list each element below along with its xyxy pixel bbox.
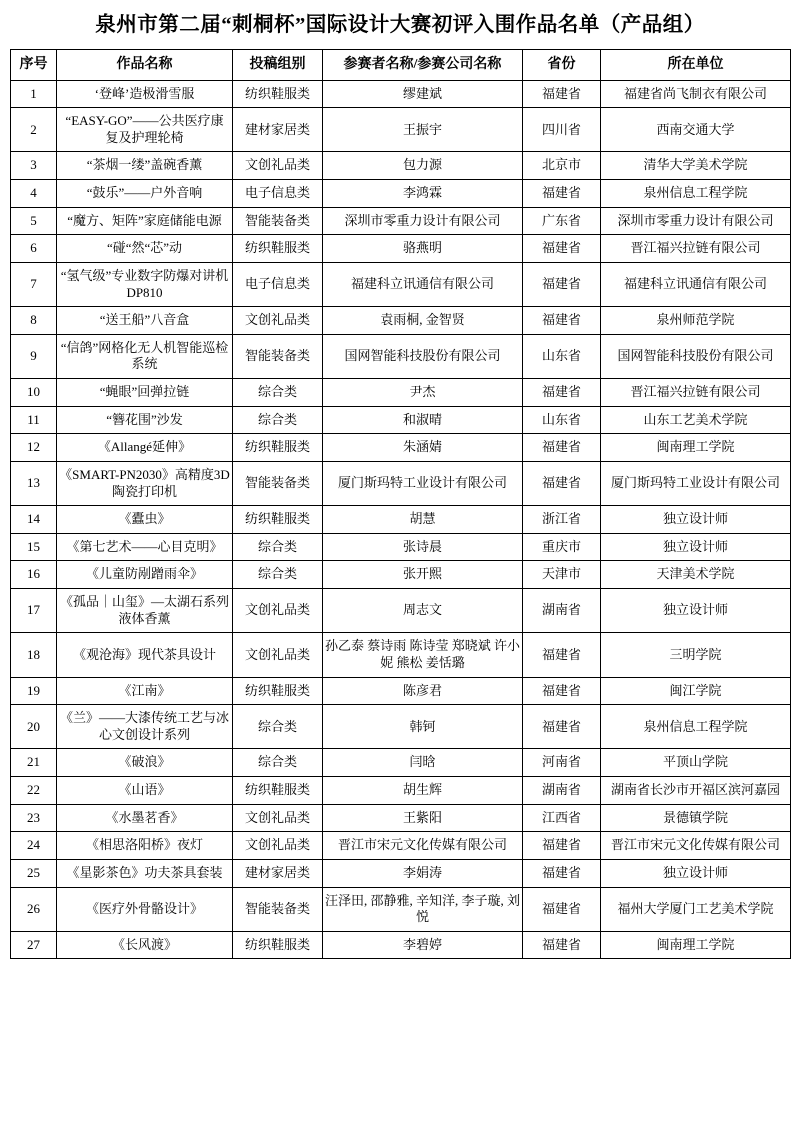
cell-group: 综合类 <box>233 406 323 434</box>
cell-work-name: 《Allangé延伸》 <box>57 434 233 462</box>
table-row <box>11 235 791 263</box>
cell-group: 文创礼品类 <box>233 152 323 180</box>
cell-no: 26 <box>11 887 57 931</box>
cell-province: 福建省 <box>523 887 601 931</box>
cell-no: 4 <box>11 180 57 208</box>
cell-group: 电子信息类 <box>233 262 323 306</box>
table-row <box>11 931 791 959</box>
cell-unit: 独立设计师 <box>601 859 791 887</box>
entry-list-table <box>10 49 791 960</box>
table-row <box>11 705 791 749</box>
cell-unit: 泉州信息工程学院 <box>601 705 791 749</box>
cell-participant: 尹杰 <box>323 379 523 407</box>
cell-participant: 朱涵婧 <box>323 434 523 462</box>
cell-participant: 骆燕明 <box>323 235 523 263</box>
cell-group: 建材家居类 <box>233 859 323 887</box>
cell-no: 1 <box>11 80 57 108</box>
cell-province: 四川省 <box>523 108 601 152</box>
cell-participant: 包力源 <box>323 152 523 180</box>
cell-work-name: 《水墨茗香》 <box>57 804 233 832</box>
cell-group: 建材家居类 <box>233 108 323 152</box>
cell-participant: 胡慧 <box>323 506 523 534</box>
table-row <box>11 307 791 335</box>
cell-group: 智能装备类 <box>233 207 323 235</box>
cell-unit: 泉州师范学院 <box>601 307 791 335</box>
cell-participant: 和淑晴 <box>323 406 523 434</box>
cell-province: 福建省 <box>523 262 601 306</box>
table-row <box>11 633 791 677</box>
table-row <box>11 262 791 306</box>
cell-work-name: “EASY-GO”——公共医疗康复及护理轮椅 <box>57 108 233 152</box>
cell-work-name: “送王船”八音盒 <box>57 307 233 335</box>
cell-work-name: 《相思洛阳桥》夜灯 <box>57 832 233 860</box>
table-row <box>11 777 791 805</box>
cell-work-name: 《儿童防剐蹭雨伞》 <box>57 561 233 589</box>
cell-work-name: “茶烟一缕”盖碗香薰 <box>57 152 233 180</box>
table-row <box>11 887 791 931</box>
table-row <box>11 80 791 108</box>
cell-participant: 陈彦君 <box>323 677 523 705</box>
cell-no: 7 <box>11 262 57 306</box>
cell-participant: 王紫阳 <box>323 804 523 832</box>
cell-participant: 张开熙 <box>323 561 523 589</box>
table-row <box>11 533 791 561</box>
cell-unit: 天津美术学院 <box>601 561 791 589</box>
cell-work-name: 《星影茶色》功夫茶具套装 <box>57 859 233 887</box>
cell-group: 纺织鞋服类 <box>233 235 323 263</box>
cell-unit: 晋江福兴拉链有限公司 <box>601 379 791 407</box>
cell-unit: 湖南省长沙市开福区滨河嘉园 <box>601 777 791 805</box>
cell-unit: 闽南理工学院 <box>601 931 791 959</box>
cell-participant: 胡生辉 <box>323 777 523 805</box>
cell-unit: 平顶山学院 <box>601 749 791 777</box>
cell-work-name: 《第七艺术——心目克明》 <box>57 533 233 561</box>
cell-province: 北京市 <box>523 152 601 180</box>
cell-unit: 清华大学美术学院 <box>601 152 791 180</box>
cell-participant: 缪建斌 <box>323 80 523 108</box>
cell-no: 19 <box>11 677 57 705</box>
table-row <box>11 561 791 589</box>
cell-group: 纺织鞋服类 <box>233 677 323 705</box>
cell-work-name: 《兰》——大漆传统工艺与冰心文创设计系列 <box>57 705 233 749</box>
cell-unit: 三明学院 <box>601 633 791 677</box>
table-header-row <box>11 49 791 80</box>
cell-no: 12 <box>11 434 57 462</box>
cell-work-name: “信鸽”网格化无人机智能巡检系统 <box>57 334 233 378</box>
cell-province: 湖南省 <box>523 589 601 633</box>
cell-group: 文创礼品类 <box>233 633 323 677</box>
table-row <box>11 406 791 434</box>
table-row <box>11 207 791 235</box>
cell-no: 21 <box>11 749 57 777</box>
cell-participant: 闫晗 <box>323 749 523 777</box>
cell-no: 23 <box>11 804 57 832</box>
cell-no: 14 <box>11 506 57 534</box>
cell-province: 重庆市 <box>523 533 601 561</box>
cell-group: 文创礼品类 <box>233 832 323 860</box>
table-row <box>11 677 791 705</box>
cell-province: 江西省 <box>523 804 601 832</box>
cell-province: 福建省 <box>523 180 601 208</box>
cell-participant: 袁雨桐, 金智贤 <box>323 307 523 335</box>
cell-no: 2 <box>11 108 57 152</box>
cell-group: 纺织鞋服类 <box>233 80 323 108</box>
cell-province: 山东省 <box>523 334 601 378</box>
cell-no: 27 <box>11 931 57 959</box>
table-row <box>11 180 791 208</box>
cell-no: 20 <box>11 705 57 749</box>
cell-unit: 厦门斯玛特工业设计有限公司 <box>601 461 791 505</box>
cell-unit: 晋江福兴拉链有限公司 <box>601 235 791 263</box>
cell-no: 16 <box>11 561 57 589</box>
cell-no: 13 <box>11 461 57 505</box>
cell-province: 福建省 <box>523 931 601 959</box>
cell-unit: 山东工艺美术学院 <box>601 406 791 434</box>
cell-group: 文创礼品类 <box>233 589 323 633</box>
cell-work-name: 《医疗外骨骼设计》 <box>57 887 233 931</box>
table-row <box>11 749 791 777</box>
cell-unit: 国网智能科技股份有限公司 <box>601 334 791 378</box>
cell-unit: 福建省尚飞制衣有限公司 <box>601 80 791 108</box>
cell-province: 福建省 <box>523 307 601 335</box>
cell-no: 8 <box>11 307 57 335</box>
cell-unit: 独立设计师 <box>601 589 791 633</box>
cell-work-name: 《山语》 <box>57 777 233 805</box>
cell-participant: 李碧婷 <box>323 931 523 959</box>
cell-participant: 福建科立讯通信有限公司 <box>323 262 523 306</box>
cell-unit: 福建科立讯通信有限公司 <box>601 262 791 306</box>
column-header-work-name: 作品名称 <box>57 49 233 80</box>
cell-no: 22 <box>11 777 57 805</box>
cell-province: 福建省 <box>523 461 601 505</box>
cell-no: 10 <box>11 379 57 407</box>
cell-participant: 韩钶 <box>323 705 523 749</box>
cell-participant: 周志文 <box>323 589 523 633</box>
cell-work-name: ‘登峰’造极滑雪服 <box>57 80 233 108</box>
cell-province: 福建省 <box>523 434 601 462</box>
cell-participant: 王振宇 <box>323 108 523 152</box>
cell-province: 福建省 <box>523 80 601 108</box>
cell-group: 文创礼品类 <box>233 804 323 832</box>
cell-province: 山东省 <box>523 406 601 434</box>
cell-work-name: 《SMART-PN2030》高精度3D陶瓷打印机 <box>57 461 233 505</box>
cell-work-name: “簪花围”沙发 <box>57 406 233 434</box>
column-header-group: 投稿组别 <box>233 49 323 80</box>
cell-work-name: 《观沧海》现代茶具设计 <box>57 633 233 677</box>
table-row <box>11 859 791 887</box>
cell-group: 纺织鞋服类 <box>233 434 323 462</box>
table-row <box>11 379 791 407</box>
cell-work-name: 《长风渡》 <box>57 931 233 959</box>
cell-province: 福建省 <box>523 859 601 887</box>
cell-work-name: 《孤品｜山玺》—太湖石系列液体香薰 <box>57 589 233 633</box>
cell-unit: 西南交通大学 <box>601 108 791 152</box>
cell-group: 智能装备类 <box>233 334 323 378</box>
cell-no: 9 <box>11 334 57 378</box>
cell-province: 福建省 <box>523 832 601 860</box>
table-row <box>11 804 791 832</box>
table-row <box>11 334 791 378</box>
cell-participant: 汪泽田, 邵静雅, 辛知洋, 李子璇, 刘悦 <box>323 887 523 931</box>
table-row <box>11 152 791 180</box>
table-row <box>11 589 791 633</box>
cell-province: 湖南省 <box>523 777 601 805</box>
cell-work-name: 《蠹虫》 <box>57 506 233 534</box>
table-row <box>11 108 791 152</box>
cell-group: 综合类 <box>233 749 323 777</box>
cell-work-name: “魔方、矩阵”家庭储能电源 <box>57 207 233 235</box>
column-header-participant: 参赛者名称/参赛公司名称 <box>323 49 523 80</box>
cell-participant: 晋江市宋元文化传媒有限公司 <box>323 832 523 860</box>
cell-group: 智能装备类 <box>233 887 323 931</box>
cell-work-name: 《江南》 <box>57 677 233 705</box>
cell-group: 文创礼品类 <box>233 307 323 335</box>
cell-province: 福建省 <box>523 379 601 407</box>
cell-participant: 张诗晨 <box>323 533 523 561</box>
cell-province: 广东省 <box>523 207 601 235</box>
cell-no: 11 <box>11 406 57 434</box>
cell-province: 福建省 <box>523 633 601 677</box>
table-row <box>11 434 791 462</box>
cell-unit: 独立设计师 <box>601 533 791 561</box>
cell-unit: 闽南理工学院 <box>601 434 791 462</box>
cell-no: 24 <box>11 832 57 860</box>
cell-province: 福建省 <box>523 705 601 749</box>
cell-participant: 厦门斯玛特工业设计有限公司 <box>323 461 523 505</box>
table-row <box>11 832 791 860</box>
cell-work-name: “鼓乐”——户外音响 <box>57 180 233 208</box>
cell-group: 纺织鞋服类 <box>233 931 323 959</box>
table-row <box>11 506 791 534</box>
cell-group: 综合类 <box>233 533 323 561</box>
column-header-province: 省份 <box>523 49 601 80</box>
cell-province: 浙江省 <box>523 506 601 534</box>
cell-unit: 闽江学院 <box>601 677 791 705</box>
cell-unit: 独立设计师 <box>601 506 791 534</box>
cell-participant: 孙乙泰 蔡诗雨 陈诗莹 郑晓斌 许小妮 熊松 姜恬璐 <box>323 633 523 677</box>
cell-group: 综合类 <box>233 561 323 589</box>
cell-unit: 晋江市宋元文化传媒有限公司 <box>601 832 791 860</box>
cell-group: 纺织鞋服类 <box>233 777 323 805</box>
column-header-unit: 所在单位 <box>601 49 791 80</box>
cell-province: 天津市 <box>523 561 601 589</box>
cell-no: 15 <box>11 533 57 561</box>
cell-no: 17 <box>11 589 57 633</box>
cell-participant: 国网智能科技股份有限公司 <box>323 334 523 378</box>
cell-unit: 景德镇学院 <box>601 804 791 832</box>
cell-group: 电子信息类 <box>233 180 323 208</box>
cell-no: 5 <box>11 207 57 235</box>
cell-work-name: “氢气级”专业数字防爆对讲机DP810 <box>57 262 233 306</box>
cell-province: 福建省 <box>523 677 601 705</box>
cell-work-name: 《破浪》 <box>57 749 233 777</box>
cell-participant: 李娟涛 <box>323 859 523 887</box>
cell-province: 福建省 <box>523 235 601 263</box>
table-row <box>11 461 791 505</box>
cell-group: 智能装备类 <box>233 461 323 505</box>
cell-unit: 福州大学厦门工艺美术学院 <box>601 887 791 931</box>
cell-no: 6 <box>11 235 57 263</box>
cell-group: 综合类 <box>233 379 323 407</box>
cell-province: 河南省 <box>523 749 601 777</box>
column-header-no: 序号 <box>11 49 57 80</box>
page-title: 泉州市第二届“刺桐杯”国际设计大赛初评入围作品名单（产品组） <box>95 14 705 36</box>
cell-no: 3 <box>11 152 57 180</box>
cell-no: 25 <box>11 859 57 887</box>
cell-group: 纺织鞋服类 <box>233 506 323 534</box>
cell-participant: 深圳市零重力设计有限公司 <box>323 207 523 235</box>
cell-unit: 泉州信息工程学院 <box>601 180 791 208</box>
cell-group: 综合类 <box>233 705 323 749</box>
cell-work-name: “碰“然“芯”动 <box>57 235 233 263</box>
cell-no: 18 <box>11 633 57 677</box>
cell-unit: 深圳市零重力设计有限公司 <box>601 207 791 235</box>
table-body <box>11 80 791 959</box>
cell-work-name: “蝇眼”回弹拉链 <box>57 379 233 407</box>
cell-participant: 李鸿霖 <box>323 180 523 208</box>
